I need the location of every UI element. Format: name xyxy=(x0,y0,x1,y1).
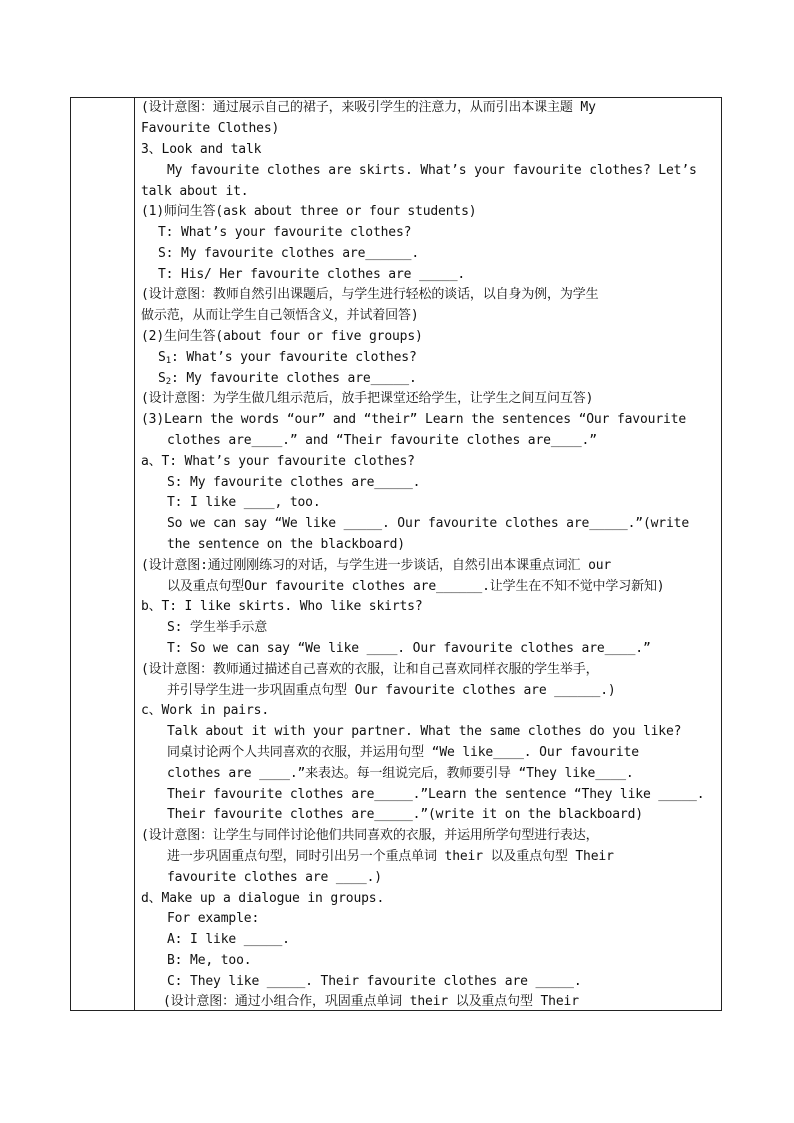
text-line: 同桌讨论两个人共同喜欢的衣服，并运用句型 “We like____. Our favourite xyxy=(167,745,639,760)
column-divider xyxy=(134,97,135,1011)
text-line: Their favourite clothes are_____.”(write it on the blackboard) xyxy=(167,807,643,822)
teaching-process-cell xyxy=(141,97,721,1009)
speaker-subscript: 2 xyxy=(165,377,171,387)
dialogue-text: What’s your favourite clothes? xyxy=(186,350,417,365)
step-heading: c、Work in pairs. xyxy=(141,703,270,718)
dialogue-line xyxy=(158,368,417,389)
dialogue-line: S: My favourite clothes are_____. xyxy=(167,475,421,490)
dialogue-text: : xyxy=(170,371,187,386)
dialogue-line: S: My favourite clothes are______. xyxy=(158,246,420,261)
speaker-subscript: 1 xyxy=(165,356,171,366)
design-intent-line: (设计意图：让学生与同伴讨论他们共同喜欢的衣服，并运用所学句型进行表达， xyxy=(141,828,599,843)
text-line: the sentence on the blackboard) xyxy=(167,537,405,552)
dialogue-line: A: I like _____. xyxy=(167,932,290,947)
dialogue-line: C: They like _____. Their favourite clothes are _____. xyxy=(167,974,582,989)
text-line: Their favourite clothes are_____.”Learn the sentence “They like _____. xyxy=(167,787,705,802)
section-heading: 3、Look and talk xyxy=(141,142,262,157)
dialogue-text: : xyxy=(170,350,187,365)
dialogue-line: T: His/ Her favourite clothes are _____. xyxy=(158,267,466,282)
speaker-label: S xyxy=(158,371,166,386)
design-intent-line: (设计意图：教师通过描述自己喜欢的衣服，让和自己喜欢同样衣服的学生举手， xyxy=(141,662,599,677)
dialogue-text: My favourite clothes are_____. xyxy=(186,371,417,386)
design-intent-line: 做示范，从而让学生自己领悟含义，并试着回答) xyxy=(141,308,419,323)
dialogue-line: a、T: What’s your favourite clothes? xyxy=(141,454,415,469)
text-line: Favourite Clothes) xyxy=(141,121,280,136)
text-line: clothes are____.” and “Their favourite clothes are____.” xyxy=(167,433,597,448)
dialogue-line xyxy=(158,347,417,368)
dialogue-line: T: What’s your favourite clothes? xyxy=(158,225,412,240)
dialogue-line: B: Me, too. xyxy=(167,953,252,968)
text-line: So we can say “We like _____. Our favourite clothes are_____.”(write xyxy=(167,516,690,531)
speaker-label: S xyxy=(158,350,166,365)
dialogue-line: S: 学生举手示意 xyxy=(167,620,268,635)
text-line: Talk about it with your partner. What the same clothes do you like? xyxy=(167,724,682,739)
design-intent-line: (设计意图：教师自然引出课题后，与学生进行轻松的谈话，以自身为例，为学生 xyxy=(141,287,599,302)
step-heading: d、Make up a dialogue in groups. xyxy=(141,891,385,906)
design-intent-line: (设计意图：为学生做几组示范后，放手把课堂还给学生，让学生之间互问互答) xyxy=(141,391,594,406)
text-line: For example: xyxy=(167,911,260,926)
design-intent-line: 进一步巩固重点句型，同时引出另一个重点单词 their 以及重点句型 Their xyxy=(167,849,614,864)
dialogue-line: b、T: I like skirts. Who like skirts? xyxy=(141,599,423,614)
design-intent-line: favourite clothes are ____.) xyxy=(167,870,382,885)
text-line: talk about it. xyxy=(141,184,249,199)
text-line: clothes are ____.”来表达。每一组说完后，教师要引导 “They like____. xyxy=(167,766,634,781)
dialogue-line: T: I like ____, too. xyxy=(167,495,321,510)
design-intent-line: (设计意图：通过小组合作，巩固重点单词 their 以及重点句型 Their xyxy=(163,994,579,1009)
design-intent-line: (设计意图：通过展示自己的裙子，来吸引学生的注意力，从而引出本课主题 My xyxy=(141,100,596,115)
design-intent-line: 并引导学生进一步巩固重点句型 Our favourite clothes are ______.) xyxy=(167,683,616,698)
step-heading: (1)师问生答(ask about three or four students) xyxy=(141,204,477,219)
dialogue-line: T: So we can say “We like ____. Our favourite clothes are____.” xyxy=(167,641,651,656)
step-heading: (2)生问生答(about four or five groups) xyxy=(141,329,423,344)
step-heading: (3)Learn the words “our” and “their” Learn the sentences “Our favourite xyxy=(141,412,687,427)
design-intent-line: 以及重点句型Our favourite clothes are______.让学生在不知不觉中学习新知) xyxy=(167,579,665,594)
design-intent-line: (设计意图:通过刚刚练习的对话，与学生进一步谈话，自然引出本课重点词汇 our xyxy=(141,558,612,573)
text-line: My favourite clothes are skirts. What’s your favourite clothes? Let’s xyxy=(167,163,697,178)
